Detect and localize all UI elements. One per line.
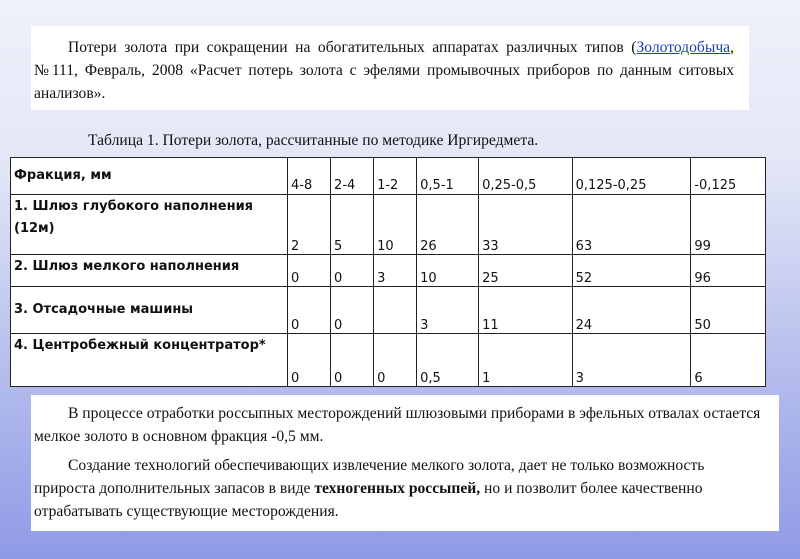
column-header: 2-4 [331,158,374,195]
table-cell: 33 [479,195,573,255]
column-header: 1-2 [374,158,417,195]
column-header: 0,125-0,25 [572,158,691,195]
column-header: 0,25-0,5 [479,158,573,195]
column-header: 4-8 [288,158,331,195]
table-cell: 25 [479,255,573,287]
table-row [11,334,766,387]
conclusion-text-box [31,395,779,531]
conclusion-paragraph-1: В процессе отработки россыпных месторождений шлюзовыми приборами в эфельных отвалах остается мелкое золото в основном фракция -0,5 мм. [34,405,761,445]
paragraph-text: Создание технологий обеспечивающих извлечение мелкого золота, дает не только возможность прироста дополнительных запасов в виде [34,457,705,497]
table-cell: 3 [374,255,417,287]
row-label: 3. Отсадочные машины [11,287,288,334]
source-link[interactable]: Золотодобыча [636,39,731,56]
intro-text-end: , №111, Февраль, 2008 «Расчет потерь золота с эфелями промывочных приборов по данным ситовых анализов». [34,39,734,102]
table-cell: 1 [479,334,573,387]
row-label: 2. Шлюз мелкого наполнения [11,255,288,287]
table-cell: 10 [374,195,417,255]
table-row [11,255,766,287]
table-cell: 0 [374,334,417,387]
table-cell: 6 [691,334,766,387]
table-cell: 99 [691,195,766,255]
table-cell: 26 [417,195,479,255]
conclusion-paragraph-2 [34,454,769,523]
paragraph-text: но и позволит более качественно отрабатывать существующие месторождения. [34,480,703,520]
table-cell: 5 [331,195,374,255]
table-cell: 3 [572,334,691,387]
table-row [11,195,766,255]
column-header: -0,125 [691,158,766,195]
header-fraction-label: Фракция, мм [11,158,288,195]
table-header-row [11,158,766,195]
table-cell: 24 [572,287,691,334]
table-cell: 0 [331,255,374,287]
table-cell: 63 [572,195,691,255]
table-cell: 0 [331,287,374,334]
emphasis-text: техногенных россыпей, [314,480,481,497]
column-header: 0,5-1 [417,158,479,195]
table-cell: 0 [288,255,331,287]
gold-losses-table [10,157,766,387]
row-label: 4. Центробежный концентратор* [11,334,288,387]
table-cell: 0 [331,334,374,387]
table-cell: 2 [288,195,331,255]
table-cell: 0,5 [417,334,479,387]
table-row [11,287,766,334]
table-cell: 52 [572,255,691,287]
table-cell: 0 [288,334,331,387]
row-label: 1. Шлюз глубокого наполнения (12м) [11,195,288,255]
table-cell: 3 [417,287,479,334]
intro-paragraph [34,36,734,105]
table-cell: 11 [479,287,573,334]
table-caption: Таблица 1. Потери золота, рассчитанные по методике Иргиредмета. [88,132,539,149]
intro-text-start: Потери золота при сокращении на обогатительных аппаратах различных типов ( [68,39,637,56]
table-cell [374,287,417,334]
table-cell: 0 [288,287,331,334]
intro-text-box [31,26,749,110]
table-cell: 50 [691,287,766,334]
table-cell: 10 [417,255,479,287]
table-cell: 96 [691,255,766,287]
